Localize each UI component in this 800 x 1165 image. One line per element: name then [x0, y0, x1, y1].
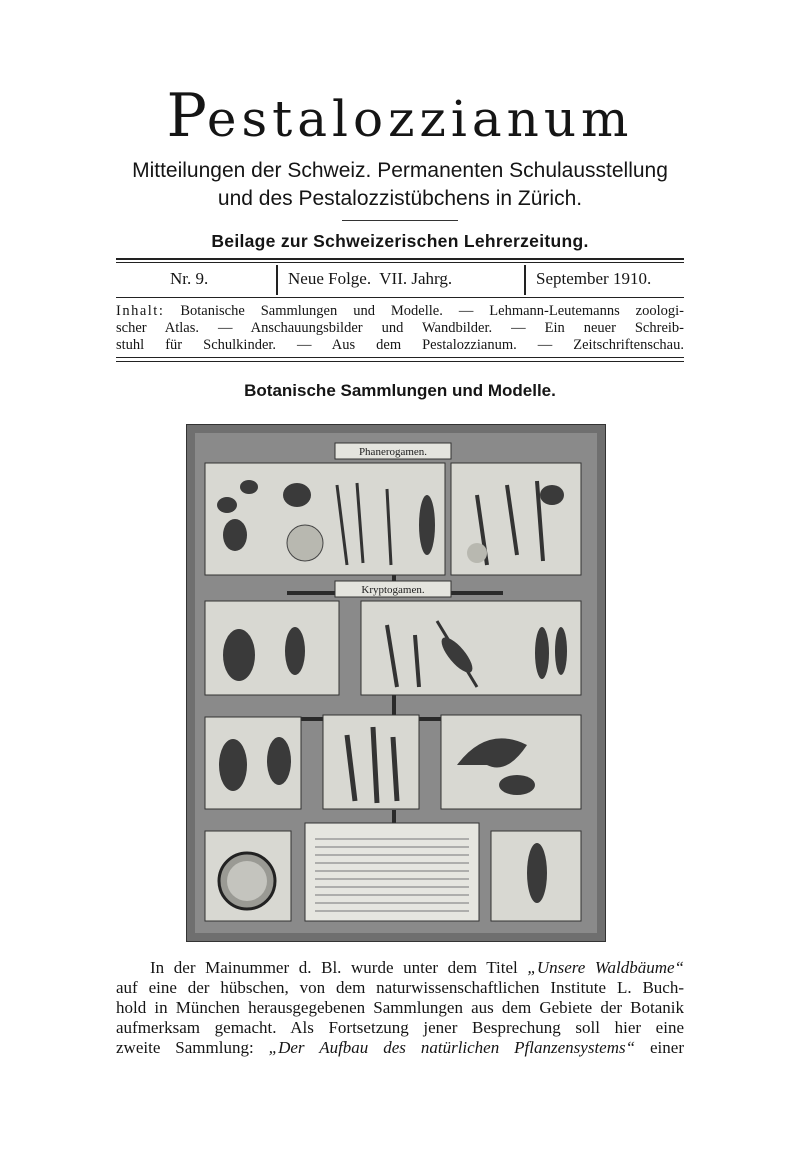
masthead-subtitle-line2: und des Pestalozzistübchens in Zürich. — [217, 187, 583, 210]
body-line: auf eine der hübschen, von dem naturwissenschaftlichen Institute L. Buch- — [116, 978, 684, 997]
body-line: aufmerksam gemacht. Als Fortsetzung jener Besprechung soll hier eine — [116, 1018, 684, 1037]
infobar-bottom-rule — [116, 297, 684, 298]
contents-bottom-rule — [116, 357, 684, 358]
issue-date: September 1910. — [536, 269, 652, 288]
masthead-subtitle-line1: Mitteilungen der Schweiz. Permanenten Schulausstellung — [132, 159, 668, 182]
infobar-top-rule-thin — [116, 262, 684, 263]
body-line: hold in München herausgegebenen Sammlungen aus dem Gebiete der Botanik — [116, 998, 684, 1017]
contents-block — [116, 303, 684, 354]
contents-line: stuhl für Schulkinder. — Aus dem Pestalozzianum. — Zeitschriftenschau. — [116, 337, 684, 353]
body-line-text: zweite Sammlung: — [116, 1038, 269, 1057]
botanical-collection-photo — [186, 424, 606, 942]
article-heading: Botanische Sammlungen und Modelle. — [244, 381, 556, 400]
masthead-title-rest: estalozzianum — [206, 90, 634, 148]
contents-line: Botanische Sammlungen und Modelle. — Lehmann-Leutemanns zoologi- — [180, 303, 685, 319]
masthead-title-initial: P — [166, 81, 207, 151]
issue-series: Neue Folge. VII. Jahrg. — [288, 269, 453, 288]
body-line-emphasis: „Der Aufbau des natürlichen Pflanzensystems“ — [268, 1038, 636, 1057]
contents-line: scher Atlas. — Anschauungsbilder und Wandbilder. — Ein neuer Schreib- — [116, 320, 684, 336]
contents-label: Inhalt: — [116, 303, 165, 319]
phanerogamen-label: Phanerogamen. — [358, 446, 428, 458]
infobar-separator — [276, 265, 278, 295]
body-line-emphasis: „Unsere Waldbäume“ — [527, 958, 684, 977]
body-line-text: In der Mainummer d. Bl. wurde unter dem Titel — [150, 958, 528, 977]
issue-number: Nr. 9. — [170, 269, 209, 288]
botanical-collection-illustration — [187, 425, 605, 941]
contents-bottom-rule-thin — [116, 361, 684, 362]
beilage-line: Beilage zur Schweizerischen Lehrerzeitung. — [211, 231, 589, 251]
infobar-separator — [524, 265, 526, 295]
masthead-title — [0, 81, 800, 151]
article-body — [116, 958, 684, 1058]
kryptogamen-label: Kryptogamen. — [361, 584, 425, 596]
body-line-tail: einer — [635, 1038, 684, 1057]
infobar-top-rule — [116, 258, 684, 260]
issue-infobar — [116, 265, 684, 295]
body-line — [116, 1038, 684, 1058]
body-line — [116, 958, 684, 978]
masthead-divider — [342, 220, 458, 221]
